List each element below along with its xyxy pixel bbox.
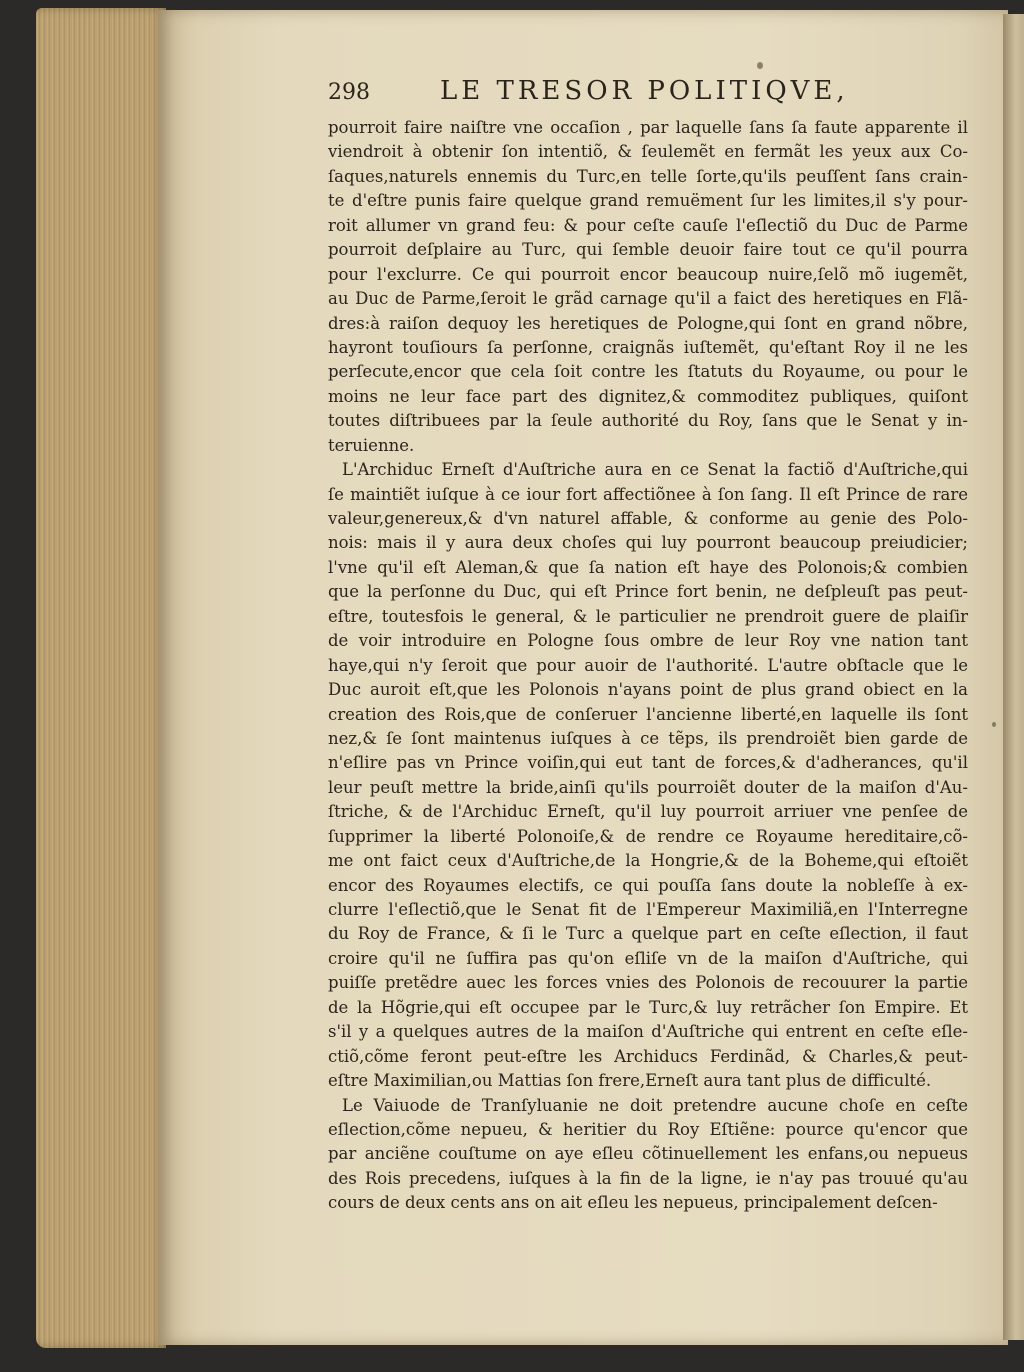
text-line: au Duc de Parme,ſeroit le grãd carnage qu'il a faict des heretiques en Flã- xyxy=(328,289,968,309)
page-header xyxy=(328,76,968,116)
text-line: que la perſonne du Duc, qui eſt Prince fort benin, ne deſpleuſt pas peut- xyxy=(328,582,968,602)
text-line: ſupprimer la liberté Polonoiſe,& de rendre ce Royaume hereditaire,cõ- xyxy=(328,826,968,846)
text-line: roit allumer vn grand feu: & pour ceſte cauſe l'eſlectiõ du Duc de Parme xyxy=(328,215,968,235)
page-number: 298 xyxy=(328,80,370,105)
book-fore-edge xyxy=(36,8,166,1348)
text-line: hayront touſiours ſa perſonne, craignãs iuſtemẽt, qu'eſtant Roy il ne les xyxy=(328,337,968,357)
text-line: creation des Rois,que de conſeruer l'ancienne liberté,en laquelle ils ſont xyxy=(328,704,968,724)
text-line: pour l'exclurre. Ce qui pourroit encor beaucoup nuire,ſelõ mõ iugemẽt, xyxy=(328,264,968,284)
text-line: croire qu'il ne ſuffira pas qu'on eſliſe vn de la maiſon d'Auſtriche, qui xyxy=(328,948,968,968)
text-line: L'Archiduc Erneſt d'Auſtriche aura en ce Senat la factiõ d'Auſtriche,qui xyxy=(342,460,968,480)
text-line: ctiõ,cõme feront peut-eſtre les Archiducs Ferdinãd, & Charles,& peut- xyxy=(328,1046,968,1066)
text-line: nez,& ſe ſont maintenus iuſques à ce tẽps, ils prendroiẽt bien garde de xyxy=(328,728,968,748)
text-line: des Rois precedens, iuſques à la fin de la ligne, ie n'ay pas trouué qu'au xyxy=(328,1168,968,1188)
paragraph xyxy=(328,458,968,1093)
text-line: clurre l'eſlectiõ,que le Senat fit de l'Empereur Maximiliã,en l'Interregne xyxy=(328,900,968,919)
text-line: leur peuſt mettre la bride,ainſi qu'ils pourroiẽt douter de la maiſon d'Au- xyxy=(328,777,968,797)
text-line: l'vne qu'il eſt Aleman,& que ſa nation eſt haye des Polonois;& combien xyxy=(328,557,968,577)
text-line: Duc auroit eſt,que les Polonois n'ayans point de plus grand obiect en la xyxy=(328,680,968,700)
text-line: de la Hõgrie,qui eſt occupee par le Turc,& luy retrãcher ſon Empire. Et xyxy=(328,997,968,1017)
text-line: ſaques,naturels ennemis du Turc,en telle ſorte,qu'ils peuſſent ſans crain- xyxy=(328,166,968,186)
paragraph xyxy=(328,1094,968,1216)
text-line: puiſſe pretẽdre auec les forces vnies des Polonois de recouurer la partie xyxy=(328,973,968,993)
ink-blot xyxy=(757,62,763,69)
text-line: du Roy de France, & ſi le Turc a quelque part en ceſte eſlection, il faut xyxy=(328,924,968,944)
text-line: ſe maintiẽt iuſque à ce iour fort affectiõnee à ſon ſang. Il eſt Prince de rare xyxy=(328,484,968,504)
text-line: encor des Royaumes electifs, ce qui pouſſa ſans doute la nobleſſe à ex- xyxy=(328,875,968,895)
text-line: valeur,genereux,& d'vn naturel affable, & conforme au genie des Polo- xyxy=(328,509,968,528)
text-line: haye,qui n'y ſeroit que pour auoir de l'authorité. L'autre obſtacle que le xyxy=(328,655,968,675)
text-line: nois: mais il y aura deux choſes qui luy pourront beaucoup preiudicier; xyxy=(328,533,968,553)
text-line: te d'eſtre punis faire quelque grand remuëment ſur les limites,il s'y pour- xyxy=(328,191,968,211)
text-line: viendroit à obtenir ſon intentiõ, & ſeulemẽt en fermãt les yeux aux Co- xyxy=(328,142,968,162)
text-line: eſtre Maximilian,ou Mattias ſon frere,Erneſt aura tant plus de difficulté. xyxy=(328,1071,932,1091)
text-line: dres:à raiſon dequoy les heretiques de Pologne,qui ſont en grand nõbre, xyxy=(328,313,968,333)
text-line: pourroit deſplaire au Turc, qui ſemble deuoir faire tout ce qu'il pourra xyxy=(328,240,968,260)
text-line: s'il y a quelques autres de la maiſon d'Auſtriche qui entrent en ceſte eſle- xyxy=(328,1022,968,1042)
text-line: eſtre, toutesfois le general, & le particulier ne prendroit guere de plaiſir xyxy=(328,606,968,626)
text-line: teruienne. xyxy=(328,435,415,455)
text-line: moins ne leur face part des dignitez,& commoditez publiques, quiſont xyxy=(328,386,968,406)
text-line: pourroit faire naiſtre vne occaſion , par laquelle ſans ſa faute apparente il xyxy=(328,118,968,137)
text-line: cours de deux cents ans on ait eſleu les nepueus, principalement deſcen- xyxy=(328,1193,938,1213)
body-text xyxy=(328,116,968,1216)
page-text xyxy=(328,76,968,1216)
text-line: me ont faict ceux d'Auſtriche,de la Hongrie,& de la Boheme,qui eſtoiẽt xyxy=(328,851,968,871)
ink-blot xyxy=(992,722,996,727)
text-line: perſecute,encor que cela ſoit contre les ſtatuts du Royaume, ou pour le xyxy=(328,362,968,382)
facing-page-edge xyxy=(1003,14,1024,1340)
text-line: par anciẽne couſtume on aye eſleu cõtinuellement les enfans,ou nepueus xyxy=(328,1144,968,1164)
text-line: n'eſlire pas vn Prince voiſin,qui eut tant de forces,& d'adherances, qu'il xyxy=(328,753,968,773)
paragraph xyxy=(328,116,968,458)
text-line: toutes diſtribuees par la ſeule authorité du Roy, ſans que le Senat y in- xyxy=(328,411,968,431)
running-head: LE TRESOR POLITIQVE, xyxy=(440,76,849,106)
text-line: de voir introduire en Pologne ſous ombre de leur Roy vne nation tant xyxy=(328,631,968,651)
text-line: ſtriche, & de l'Archiduc Erneſt, qu'il luy pourroit arriuer vne penſee de xyxy=(328,802,968,822)
text-line: Le Vaiuode de Tranſyluanie ne doit pretendre aucune choſe en ceſte xyxy=(342,1095,968,1115)
text-line: eſlection,cõme nepueu, & heritier du Roy Eſtiẽne: pource qu'encor que xyxy=(328,1119,968,1139)
